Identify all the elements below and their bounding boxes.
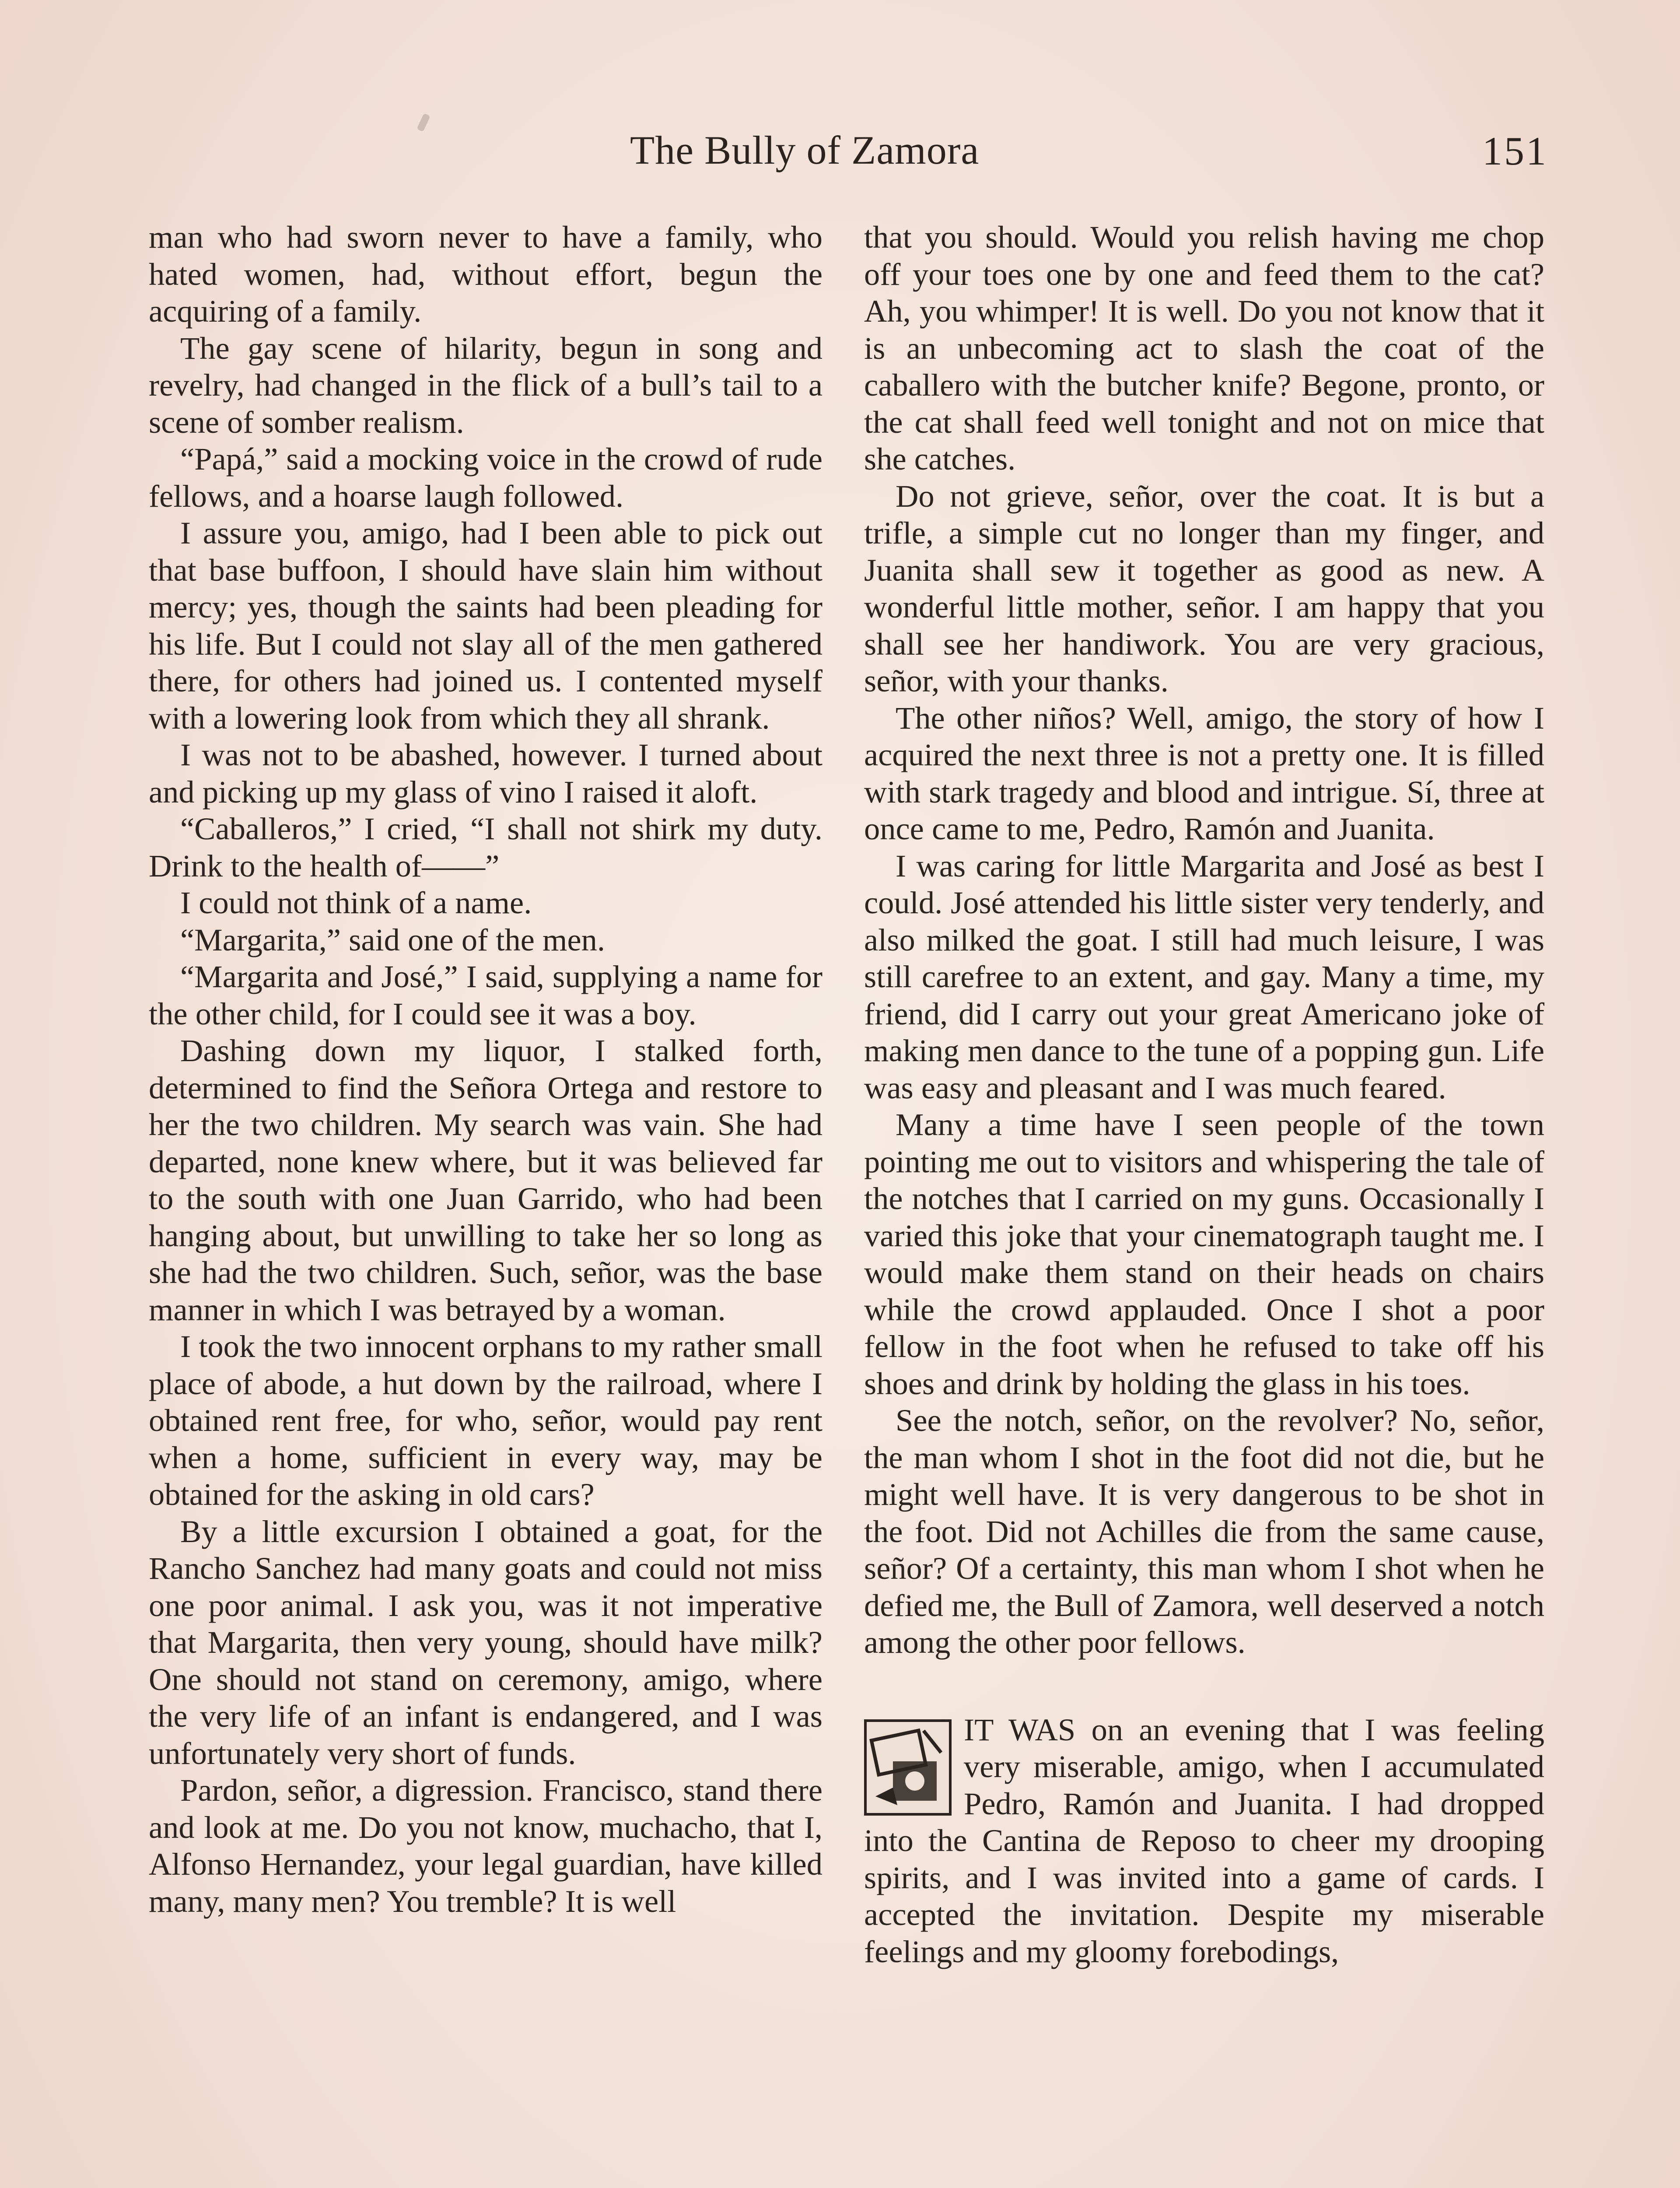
- paragraph: “Papá,” said a mocking voice in the crowd of rude fellows, and a hoarse laugh followed.: [149, 441, 822, 514]
- paragraph: I assure you, amigo, had I been able to pick out that base buffoon, I should have slain him without mercy; yes, though the saints had been pleading for his life. But I could not slay all of the men gathered there, for others had joined us. I contented myself with a lowering look from which they all shrank.: [149, 515, 822, 736]
- running-title: The Bully of Zamora: [630, 128, 980, 172]
- paragraph: By a little excursion I obtained a goat, for the Rancho Sanchez had many goats and could not miss one poor animal. I ask you, was it not imperative that Margarita, then very young, should have milk? One should not stand on ceremony, amigo, where the very life of an infant is endangered, and I was unfortunately very short of funds.: [149, 1513, 822, 1771]
- page-number: 151: [1482, 129, 1548, 173]
- paragraph: Do not grieve, señor, over the coat. It is but a trifle, a simple cut no longer than my finger, and Juanita shall sew it together as good as new. A wonderful little mother, señor. I am happy that you shall see her handiwork. You are very gracious, señor, with your thanks.: [864, 478, 1544, 698]
- paragraph: I took the two innocent orphans to my rather small place of abode, a hut down by the railroad, where I obtained rent free, for who, señor, would pay rent when a home, sufficient in every way, may be obtained for the asking in old cars?: [149, 1329, 822, 1512]
- paragraph: IT WAS on an evening that I was feeling very miserable, amigo, when I accumulated Pedro, Ramón and Juanita. I had dropped into the Cantina de Reposo to cheer my drooping spirits, and I was invited into a game of cards. I accepted the invitation. Despite my miserable feelings and my gloomy forebodings,: [864, 1711, 1544, 1969]
- section-break: [864, 1661, 1544, 1711]
- paragraph: I was not to be abashed, however. I turned about and picking up my glass of vino I raised it aloft.: [149, 737, 822, 810]
- section-opening: [864, 1711, 1544, 1971]
- paragraph: “Caballeros,” I cried, “I shall not shirk my duty. Drink to the health of——”: [149, 811, 822, 884]
- left-column: [149, 219, 822, 1920]
- paragraph: that you should. Would you relish having me chop off your toes one by one and feed them to the cat? Ah, you whimper! It is well. Do you not know that it is an unbecoming act to slash the coat of the caballero with the butcher knife? Begone, pronto, or the cat shall feed well tonight and not on mice that she catches.: [864, 219, 1544, 477]
- paragraph: I was caring for little Margarita and José as best I could. José attended his little sister very tenderly, and also milked the goat. I still had much leisure, I was still carefree to an extent, and gay. Many a time, my friend, did I carry out your great Americano joke of making men dance to the tune of a popping gun. Life was easy and pleasant and I was much feared.: [864, 848, 1544, 1105]
- paragraph: “Margarita and José,” I said, supplying a name for the other child, for I could see it was a boy.: [149, 959, 822, 1031]
- paragraph: man who had sworn never to have a family, who hated women, had, without effort, begun the acquiring of a family.: [149, 219, 822, 329]
- right-column: [864, 219, 1544, 1970]
- paragraph: I could not think of a name.: [180, 885, 532, 920]
- paragraph: “Margarita,” said one of the men.: [180, 922, 605, 957]
- section-ornament-icon: [864, 1719, 952, 1816]
- paragraph: See the notch, señor, on the revolver? No, señor, the man whom I shot in the foot did not die, but he might well have. It is very dangerous to be shot in the foot. Did not Achilles die from the same cause, señor? Of a certainty, this man whom I shot when he defied me, the Bull of Zamora, well deserved a notch among the other poor fellows.: [864, 1403, 1544, 1660]
- paragraph: The gay scene of hilarity, begun in song and revelry, had changed in the flick of a bull’s tail to a scene of somber realism.: [149, 330, 822, 440]
- paragraph: Dashing down my liquor, I stalked forth, determined to find the Señora Ortega and restore to her the two children. My search was vain. She had departed, none knew where, but it was believed far to the south with one Juan Garrido, who had been hanging about, but unwilling to take her so long as she had the two children. Such, señor, was the base manner in which I was betrayed by a woman.: [149, 1033, 822, 1327]
- paragraph: The other niños? Well, amigo, the story of how I acquired the next three is not a pretty one. It is filled with stark tragedy and blood and intrigue. Sí, three at once came to me, Pedro, Ramón and Juanita.: [864, 700, 1544, 846]
- paragraph: Many a time have I seen people of the town pointing me out to visitors and whispering the tale of the notches that I carried on my guns. Occasionally I varied this joke that your cinematograph taught me. I would make them stand on their heads on chairs while the crowd applauded. Once I shot a poor fellow in the foot when he refused to take off his shoes and drink by holding the glass in his toes.: [864, 1107, 1544, 1401]
- paragraph: Pardon, señor, a digression. Francisco, stand there and look at me. Do you not know, muchacho, that I, Alfonso Hernandez, your legal guardian, have killed many, many men? You tremble? It is well: [149, 1772, 822, 1919]
